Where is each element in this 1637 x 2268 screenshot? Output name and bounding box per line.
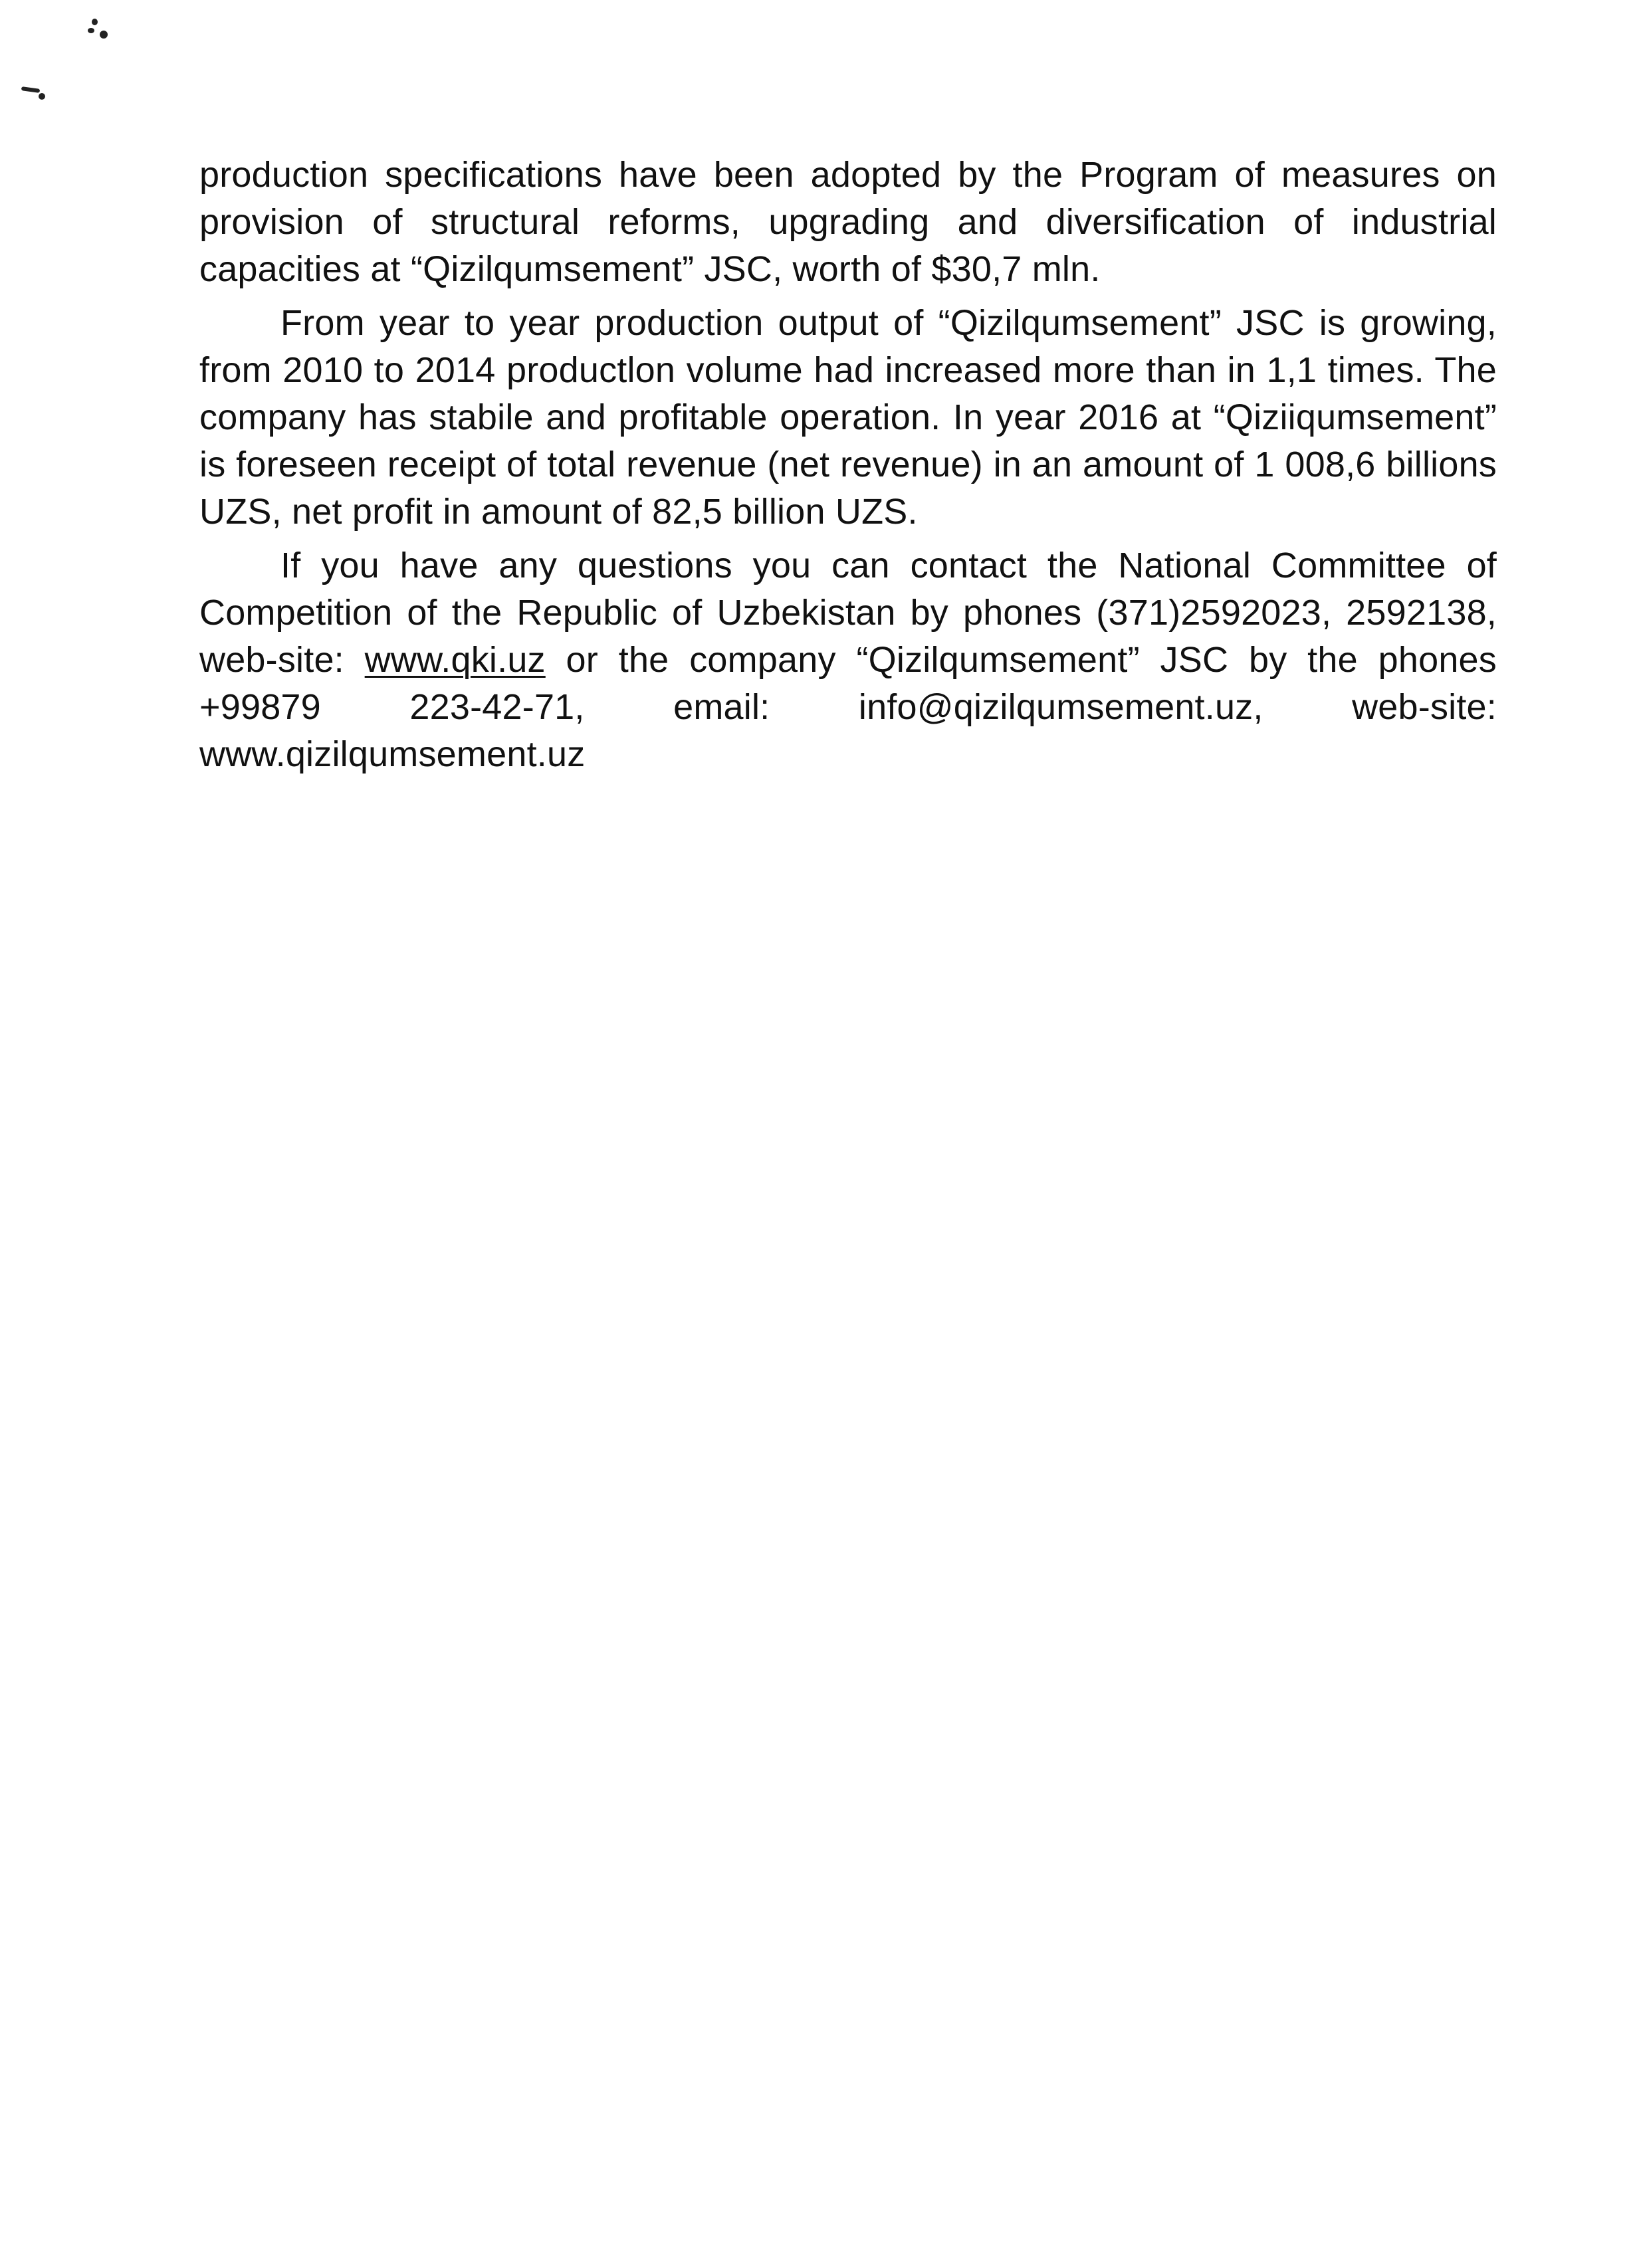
paragraph-production-output: From year to year production output of “Qizilqumsement” JSC is growing, from 2010 to 2014 productlon volume had increased more than in 1,1 times. The company has stabile and profitable operation. In year 2016 at “Qiziiqumsement” is foreseen receipt of total revenue (net revenue) in an amount of 1 008,6 billions UZS, net profit in amount of 82,5 billion UZS. — [199, 303, 1497, 532]
scan-speck — [21, 86, 41, 93]
contact-text-before-link: If you have any questions you can contact the National Committee of Competition of the Republic of Uzbekistan by phones (371)2592023, 2592138, web-site: — [199, 546, 1497, 680]
scan-speck — [92, 19, 98, 25]
website-link[interactable]: www.qki.uz — [364, 640, 546, 680]
contact-text-after-link: or the company “Qizilqumsement” JSC by the phones +99879 223-42-71, email: info@qizilqumsement.uz, web-site: www.qizilqumsement.uz — [199, 640, 1497, 774]
paragraph-continuation: production specifications have been adopted by the Program of measures on provision of structural reforms, upgrading and diversification of industrial capacities at “Qizilqumsement” JSC, worth of $30,7 mln. — [199, 155, 1497, 289]
document-body — [199, 152, 1497, 785]
scan-speck — [88, 28, 94, 33]
scan-speck — [100, 31, 108, 39]
scan-speck — [39, 93, 45, 100]
paragraph-contact-info — [199, 542, 1497, 778]
